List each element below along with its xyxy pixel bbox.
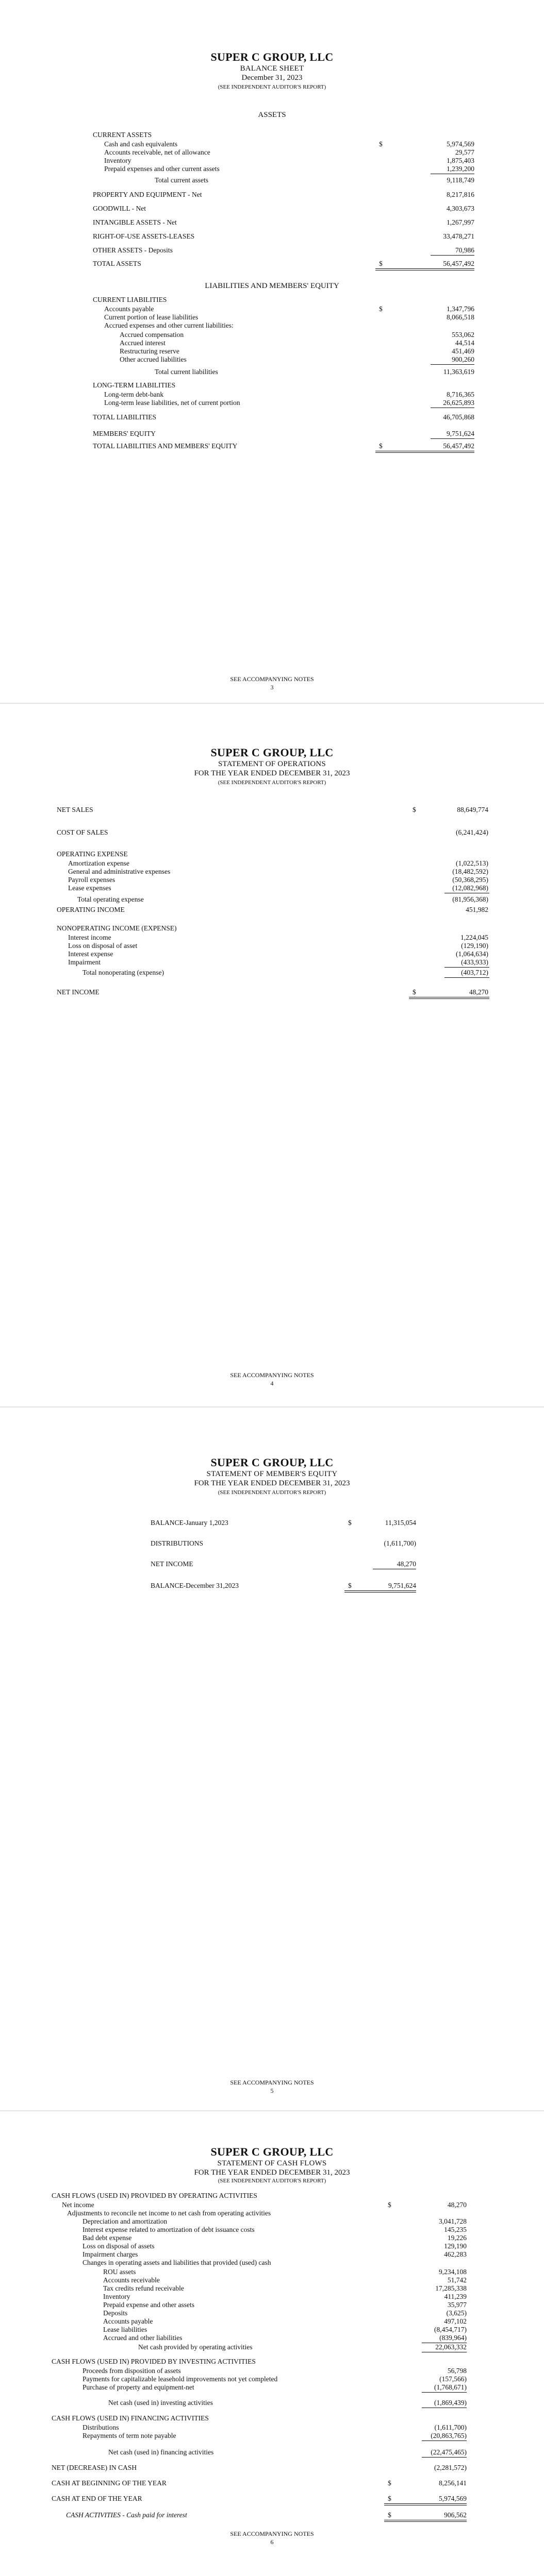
double-underline bbox=[409, 998, 489, 999]
line-label: CASH AT BEGINNING OF THE YEAR bbox=[52, 2479, 167, 2487]
line-value: 411,239 bbox=[444, 2293, 467, 2300]
line-value: 11,363,619 bbox=[443, 368, 474, 376]
line-value: (1,064,634) bbox=[456, 950, 488, 958]
line-value: 553,062 bbox=[452, 331, 474, 338]
currency-symbol: $ bbox=[348, 1519, 352, 1527]
line-label: Adjustments to reconcile net income to net cash from operating activities bbox=[67, 2209, 271, 2217]
line-label: INTANGIBLE ASSETS - Net bbox=[93, 218, 177, 226]
footer-notes: SEE ACCOMPANYING NOTES bbox=[230, 675, 314, 683]
currency-symbol: $ bbox=[388, 2479, 391, 2487]
line-value: (50,368,295) bbox=[452, 876, 488, 884]
line-value: 88,649,774 bbox=[457, 806, 488, 814]
line-label: Lease expenses bbox=[68, 884, 111, 892]
line-value: (6,241,424) bbox=[456, 828, 488, 836]
company-name: SUPER C GROUP, LLC bbox=[210, 746, 334, 759]
line-value: 906,562 bbox=[444, 2511, 467, 2519]
line-value: (2,281,572) bbox=[434, 2464, 467, 2471]
line-value: (22,475,465) bbox=[431, 2448, 467, 2456]
line-value: 51,742 bbox=[447, 2276, 467, 2284]
line-label: NET INCOME bbox=[151, 1560, 193, 1568]
line-label: Inventory bbox=[103, 2293, 130, 2300]
line-value: 1,224,045 bbox=[460, 934, 488, 941]
underline bbox=[431, 364, 474, 365]
statement-period: FOR THE YEAR ENDED DECEMBER 31, 2023 bbox=[194, 769, 350, 777]
currency-symbol: $ bbox=[348, 1582, 352, 1589]
line-value: (433,933) bbox=[461, 958, 488, 966]
double-underline bbox=[375, 268, 474, 269]
line-value: 8,256,141 bbox=[439, 2479, 467, 2487]
auditor-note: (SEE INDEPENDENT AUDITOR'S REPORT) bbox=[218, 2178, 326, 2184]
line-value: 9,234,108 bbox=[439, 2268, 467, 2276]
line-label: ROU assets bbox=[103, 2268, 136, 2276]
currency-symbol: $ bbox=[388, 2201, 391, 2209]
line-label: LONG-TERM LIABILITIES bbox=[93, 381, 176, 389]
line-value: 29,577 bbox=[455, 148, 474, 156]
line-label: Accounts receivable, net of allowance bbox=[104, 148, 210, 156]
currency-symbol: $ bbox=[413, 988, 416, 996]
line-value: 1,875,403 bbox=[447, 157, 474, 164]
line-value: (1,869,439) bbox=[434, 2399, 467, 2406]
line-value: (129,190) bbox=[461, 942, 488, 950]
line-label: Accounts receivable bbox=[103, 2276, 160, 2284]
line-label: CASH FLOWS (USED IN) PROVIDED BY OPERATING ACTIVITIES bbox=[52, 2192, 257, 2199]
line-value: (20,863,765) bbox=[431, 2432, 467, 2439]
line-value: 22,063,332 bbox=[435, 2343, 467, 2351]
line-label: MEMBERS' EQUITY bbox=[93, 430, 156, 437]
line-label: Long-term lease liabilities, net of current portion bbox=[104, 399, 240, 406]
page-statement-of-operations bbox=[0, 704, 544, 1407]
line-label: CASH ACTIVITIES - Cash paid for interest bbox=[66, 2511, 187, 2519]
footer-notes: SEE ACCOMPANYING NOTES bbox=[230, 2079, 314, 2086]
line-label: CURRENT LIABILITIES bbox=[93, 296, 167, 303]
line-value: (81,956,368) bbox=[452, 895, 488, 903]
statement-title: STATEMENT OF MEMBER'S EQUITY bbox=[206, 1470, 338, 1478]
line-label: DISTRIBUTIONS bbox=[151, 1539, 204, 1547]
line-label: Total operating expense bbox=[77, 895, 144, 903]
line-label: Bad debt expense bbox=[83, 2234, 132, 2242]
line-label: Interest expense bbox=[68, 950, 113, 958]
line-value: 5,974,569 bbox=[447, 140, 474, 148]
line-value: (12,082,968) bbox=[452, 884, 488, 892]
underline bbox=[422, 2392, 467, 2393]
line-label: Payroll expenses bbox=[68, 876, 116, 884]
line-value: (1,611,700) bbox=[434, 2424, 467, 2431]
line-value: 35,977 bbox=[447, 2301, 467, 2309]
auditor-note: (SEE INDEPENDENT AUDITOR'S REPORT) bbox=[218, 779, 326, 786]
line-value: 9,751,624 bbox=[447, 430, 474, 437]
line-value: 1,239,200 bbox=[447, 165, 474, 173]
line-label: NET SALES bbox=[57, 806, 93, 814]
line-value: 4,303,673 bbox=[447, 205, 474, 212]
underline bbox=[431, 255, 474, 256]
line-label: Total nonoperating (expense) bbox=[83, 969, 164, 976]
line-label: TOTAL LIABILITIES AND MEMBERS' EQUITY bbox=[93, 442, 238, 450]
line-value: (1,022,513) bbox=[456, 859, 488, 867]
line-value: 497,102 bbox=[444, 2317, 467, 2325]
line-label: Deposits bbox=[103, 2309, 128, 2317]
line-label: Changes in operating assets and liabilities that provided (used) cash bbox=[83, 2259, 271, 2266]
line-label: Long-term debt-bank bbox=[104, 391, 164, 398]
footer-notes: SEE ACCOMPANYING NOTES bbox=[230, 2530, 314, 2537]
currency-symbol: $ bbox=[379, 305, 383, 313]
line-value: 3,041,728 bbox=[439, 2217, 467, 2225]
company-name: SUPER C GROUP, LLC bbox=[210, 50, 334, 63]
page-number: 3 bbox=[270, 684, 274, 691]
statement-period: FOR THE YEAR ENDED DECEMBER 31, 2023 bbox=[194, 1479, 350, 1487]
line-label: COST OF SALES bbox=[57, 828, 108, 836]
line-label: Cash and cash equivalents bbox=[104, 140, 178, 148]
line-label: Proceeds from disposition of assets bbox=[83, 2367, 181, 2375]
company-name: SUPER C GROUP, LLC bbox=[210, 1456, 334, 1469]
currency-symbol: $ bbox=[379, 260, 383, 267]
line-label: Net cash provided by operating activities bbox=[138, 2343, 253, 2351]
line-value: 48,270 bbox=[447, 2201, 467, 2209]
line-label: Purchase of property and equipment-net bbox=[83, 2383, 194, 2391]
line-value: 56,457,492 bbox=[443, 260, 474, 267]
line-value: 8,066,518 bbox=[447, 313, 474, 321]
line-value: 19,226 bbox=[447, 2234, 467, 2242]
line-label: OPERATING INCOME bbox=[57, 906, 125, 913]
line-label: BALANCE-January 1,2023 bbox=[151, 1519, 228, 1527]
line-value: 9,751,624 bbox=[388, 1582, 416, 1589]
page-number: 6 bbox=[270, 2538, 274, 2546]
line-value: (403,712) bbox=[461, 969, 488, 976]
line-label: Accrued expenses and other current liabilities: bbox=[104, 321, 234, 329]
line-label: CASH FLOWS (USED IN) FINANCING ACTIVITIES bbox=[52, 2414, 209, 2422]
line-label: Tax credits refund receivable bbox=[103, 2284, 184, 2292]
line-value: 11,315,054 bbox=[385, 1519, 416, 1527]
line-label: OPERATING EXPENSE bbox=[57, 850, 128, 858]
line-label: Inventory bbox=[104, 157, 131, 164]
line-label: Net income bbox=[62, 2201, 94, 2209]
statement-title: BALANCE SHEET bbox=[240, 64, 304, 73]
line-value: 1,267,997 bbox=[447, 218, 474, 226]
currency-symbol: $ bbox=[379, 140, 383, 148]
page-statement-of-cash-flows bbox=[0, 2111, 544, 2576]
line-label: Amortization expense bbox=[68, 859, 129, 867]
line-label: Lease liabilities bbox=[103, 2326, 147, 2333]
company-name: SUPER C GROUP, LLC bbox=[210, 2145, 334, 2158]
line-label: Prepaid expenses and other current assets bbox=[104, 165, 220, 173]
line-value: 451,469 bbox=[452, 347, 474, 355]
currency-symbol: $ bbox=[388, 2495, 391, 2502]
page-number: 4 bbox=[270, 1380, 274, 1387]
line-value: (1,611,700) bbox=[384, 1539, 416, 1547]
currency-symbol: $ bbox=[413, 806, 416, 814]
line-label: Prepaid expense and other assets bbox=[103, 2301, 194, 2309]
line-value: (839,964) bbox=[439, 2334, 467, 2342]
footer-notes: SEE ACCOMPANYING NOTES bbox=[230, 1371, 314, 1379]
line-value: 17,285,338 bbox=[435, 2284, 467, 2292]
double-underline bbox=[375, 452, 474, 453]
line-label: Net cash (used in) financing activities bbox=[108, 2448, 214, 2456]
line-label: Accrued and other liabilities bbox=[103, 2334, 183, 2342]
underline bbox=[444, 977, 489, 978]
line-label: Distributions bbox=[83, 2424, 119, 2431]
line-label: NET INCOME bbox=[57, 988, 100, 996]
page-number: 5 bbox=[270, 2087, 274, 2094]
line-label: Payments for capitalizable leasehold improvements not yet completed bbox=[83, 2375, 278, 2383]
page-balance-sheet bbox=[0, 0, 544, 703]
underline bbox=[422, 2457, 467, 2458]
underline bbox=[444, 967, 489, 968]
line-label: Depreciation and amortization bbox=[83, 2217, 168, 2225]
line-label: RIGHT-OF-USE ASSETS-LEASES bbox=[93, 232, 195, 240]
line-value: 56,457,492 bbox=[443, 442, 474, 450]
line-value: 44,514 bbox=[455, 339, 474, 347]
double-underline bbox=[384, 2503, 467, 2504]
line-value: (18,482,592) bbox=[452, 868, 488, 875]
line-label: Accrued compensation bbox=[120, 331, 184, 338]
line-label: Accounts payable bbox=[104, 305, 154, 313]
statement-date: December 31, 2023 bbox=[241, 74, 303, 82]
line-value: 48,270 bbox=[469, 988, 488, 996]
underline bbox=[431, 438, 474, 439]
double-underline bbox=[344, 1590, 416, 1591]
line-value: 33,478,271 bbox=[443, 232, 474, 240]
line-label: Total current assets bbox=[155, 176, 209, 184]
line-label: Net cash (used in) investing activities bbox=[108, 2399, 213, 2406]
line-value: 8,716,365 bbox=[447, 391, 474, 398]
currency-symbol: $ bbox=[388, 2511, 391, 2519]
line-label: CASH FLOWS (USED IN) PROVIDED BY INVESTING ACTIVITIES bbox=[52, 2358, 256, 2365]
line-value: 70,986 bbox=[455, 246, 474, 254]
line-value: 5,974,569 bbox=[439, 2495, 467, 2502]
line-label: NET (DECREASE) IN CASH bbox=[52, 2464, 137, 2471]
line-value: 129,190 bbox=[444, 2242, 467, 2250]
auditor-note: (SEE INDEPENDENT AUDITOR'S REPORT) bbox=[218, 84, 326, 90]
line-label: CASH AT END OF THE YEAR bbox=[52, 2495, 142, 2502]
line-label: OTHER ASSETS - Deposits bbox=[93, 246, 173, 254]
line-label: Total current liabilities bbox=[155, 368, 218, 376]
line-label: CURRENT ASSETS bbox=[93, 131, 152, 139]
line-value: 9,118,749 bbox=[447, 176, 474, 184]
line-label: NONOPERATING INCOME (EXPENSE) bbox=[57, 924, 177, 932]
line-value: 451,982 bbox=[466, 906, 488, 913]
line-value: (157,566) bbox=[439, 2375, 467, 2383]
line-label: Interest income bbox=[68, 934, 111, 941]
line-label: PROPERTY AND EQUIPMENT - Net bbox=[93, 191, 202, 198]
line-value: (3,625) bbox=[446, 2309, 467, 2317]
line-label: TOTAL LIABILITIES bbox=[93, 413, 157, 421]
line-label: Other accrued liabilities bbox=[120, 355, 187, 363]
line-label: BALANCE-December 31,2023 bbox=[151, 1582, 239, 1589]
line-label: TOTAL ASSETS bbox=[93, 260, 141, 267]
statement-title: STATEMENT OF OPERATIONS bbox=[218, 760, 326, 768]
page-statement-of-members-equity bbox=[0, 1408, 544, 2111]
line-value: 462,283 bbox=[444, 2250, 467, 2258]
line-label: Restructuring reserve bbox=[120, 347, 179, 355]
line-label: Current portion of lease liabilities bbox=[104, 313, 199, 321]
line-value: (1,768,671) bbox=[434, 2383, 467, 2391]
line-label: Accounts payable bbox=[103, 2317, 153, 2325]
line-label: Impairment bbox=[68, 958, 101, 966]
line-value: 46,705,868 bbox=[443, 413, 474, 421]
line-label: GOODWILL - Net bbox=[93, 205, 146, 212]
line-value: 26,625,893 bbox=[443, 399, 474, 406]
double-underline bbox=[384, 2521, 467, 2522]
line-label: General and administrative expenses bbox=[68, 868, 171, 875]
line-value: 56,798 bbox=[447, 2367, 467, 2375]
line-label: Repayments of term note payable bbox=[83, 2432, 176, 2439]
line-value: 1,347,796 bbox=[447, 305, 474, 313]
auditor-note: (SEE INDEPENDENT AUDITOR'S REPORT) bbox=[218, 1489, 326, 1496]
line-value: 8,217,816 bbox=[447, 191, 474, 198]
statement-period: FOR THE YEAR ENDED DECEMBER 31, 2023 bbox=[194, 2168, 350, 2177]
line-value: (8,454,717) bbox=[434, 2326, 467, 2333]
assets-heading: ASSETS bbox=[258, 111, 286, 119]
line-label: Accrued interest bbox=[120, 339, 166, 347]
line-label: Impairment charges bbox=[83, 2250, 138, 2258]
liabilities-heading: LIABILITIES AND MEMBERS' EQUITY bbox=[205, 282, 339, 290]
line-label: Loss on disposal of assets bbox=[83, 2242, 155, 2250]
line-label: Loss on disposal of asset bbox=[68, 942, 138, 950]
currency-symbol: $ bbox=[379, 442, 383, 450]
line-value: 48,270 bbox=[397, 1560, 416, 1568]
line-value: 145,235 bbox=[444, 2226, 467, 2233]
line-label: Interest expense related to amortization of debt issuance costs bbox=[83, 2226, 255, 2233]
line-value: 900,260 bbox=[452, 355, 474, 363]
statement-title: STATEMENT OF CASH FLOWS bbox=[217, 2159, 327, 2167]
